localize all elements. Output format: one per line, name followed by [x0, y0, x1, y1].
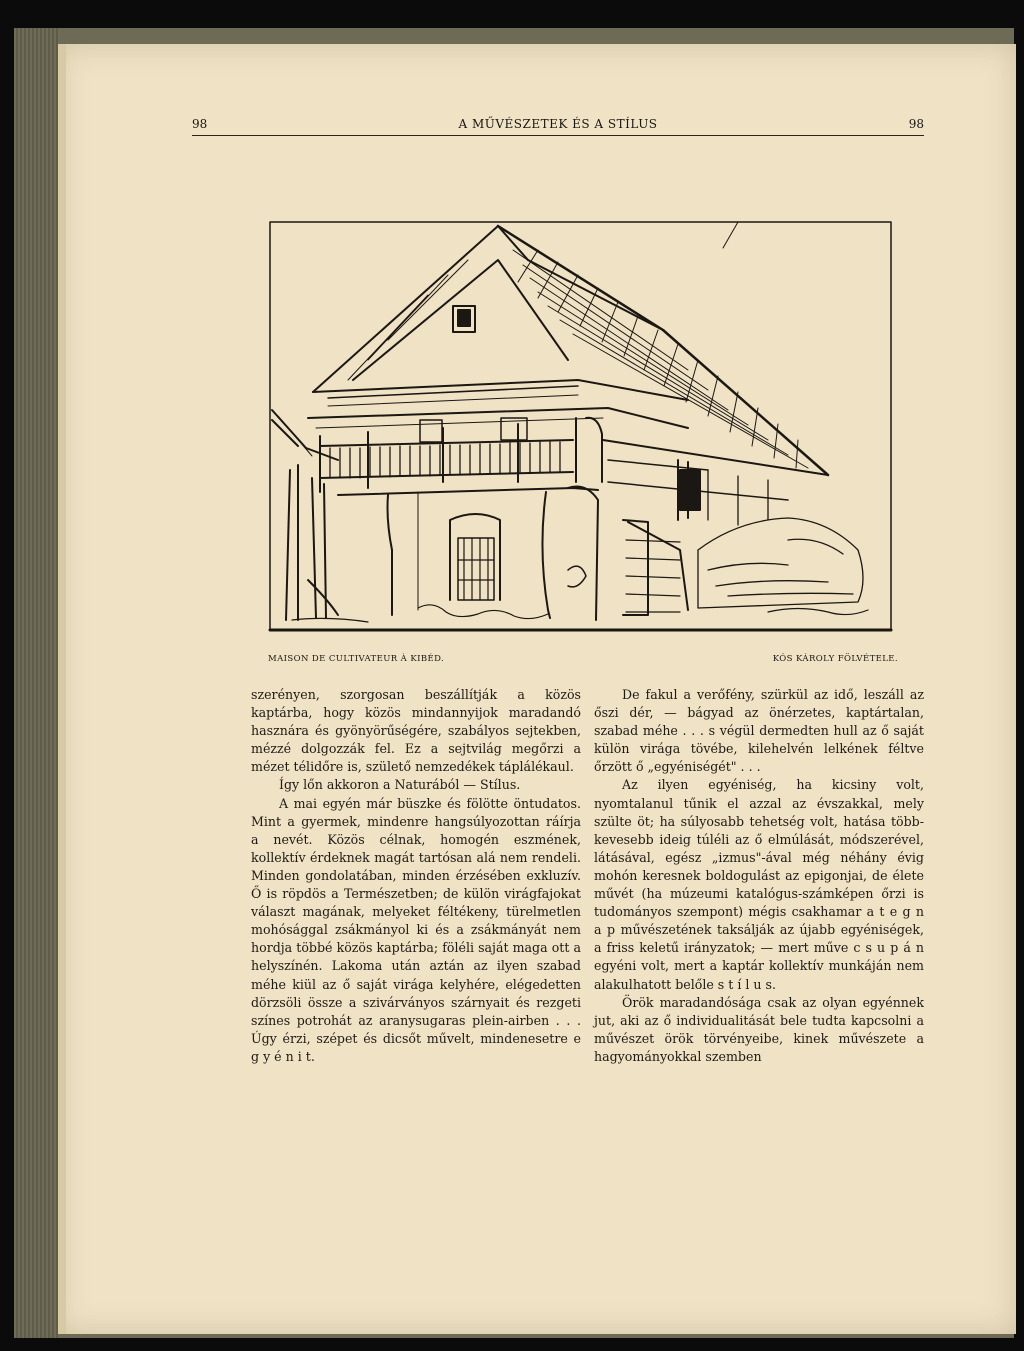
paragraph: szerényen, szorgosan beszállítják a közös kaptárba, hogy közös mindannyijok maradandó hasznára és gyönyörűségére, szabályos sejtekben, mézzé dolgozzák fel. Ez a sejtvilág megőrzi a mézet télidőre is, születő nemzedékek táplálékaul.	[251, 687, 581, 775]
book-spine	[14, 28, 60, 1338]
right-column	[594, 686, 924, 1066]
page-number-right: 98	[908, 117, 924, 131]
farmhouse-illustration	[268, 220, 893, 632]
paragraph: De fakul a verőfény, szürkül az idő, leszáll az őszi dér, — bágyad az önérzetes, kaptártalan, szabad méhe . . . s végül dermedten hull az ő saját külön virága tövébe, kilehelvén lelkének féltve őrzött ő „egyéniségét" . . .	[594, 687, 924, 775]
illustration-credit: KÓS KÁROLY FÖLVÉTELE.	[772, 654, 898, 664]
page-header	[192, 113, 924, 135]
left-column	[251, 686, 581, 1066]
paragraph: Az ilyen egyéniség, ha kicsiny volt, nyomtalanul tűnik el azzal az évszakkal, mely szülte öt; ha súlyosabb tehetség volt, hatása több-kevesebb ideig túléli az ő elmúlását, módszerével, látásával, egész „izmus"-ával még néhány évig mohón keresnek boldogulást az epigonjai, de élete művét (ha múzeumi katalógus-számképen őrzi is tudományos szempont) mégis csakhamar a t e g n a p művészetének taksálják az újabb egyéniségek, a friss keletű irányzatok; — mert műve c s u p á n egyéni volt, mert a kaptár kollektív munkáján nem alakulhatott belőle s t í l u s.	[594, 777, 924, 992]
paragraph: Így lőn akkoron a Naturából — Stílus.	[279, 777, 521, 793]
paragraph: Örök maradandósága csak az olyan egyénnek jut, aki az ő individualitását bele tudta kapcsolni a művészet örök törvényeibe, kinek művészete a hagyományokkal szemben	[594, 994, 924, 1064]
illustration-caption: MAISON DE CULTIVATEUR À KIBÉD.	[268, 654, 445, 664]
page-edge	[58, 44, 66, 1334]
header-rule	[192, 135, 924, 136]
running-title: A MŰVÉSZETEK ÉS A STÍLUS	[458, 117, 658, 131]
paragraph: A mai egyén már büszke és fölötte öntudatos. Mint a gyermek, mindenre hangsúlyozottan ráírja a nevét. Közös célnak, homogén eszmének, kollektív érdeknek magát tartósan alá nem rendeli. Minden gondolatában, minden érzésében exkluzív. Ő is röpdös a Természetben; de külön virágfajokat választ magának, melyeket féltékeny, türelmetlen mohósággal zsákmányol ki és a zsákmányát nem hordja többé közös kaptárba; föléli saját maga ott a helyszínén. Lakoma után aztán az ilyen szabad méhe kiül az ő saját virága kelyhére, elégedetten dörzsöli össze a szivárványos szárnyait és rezgeti színes potrohát az aranysugaras plein-airben . . . Úgy érzi, szépet és dicsőt művelt, mindenesetre e g y é n i t.	[251, 795, 581, 1064]
page-number-left: 98	[192, 117, 208, 131]
